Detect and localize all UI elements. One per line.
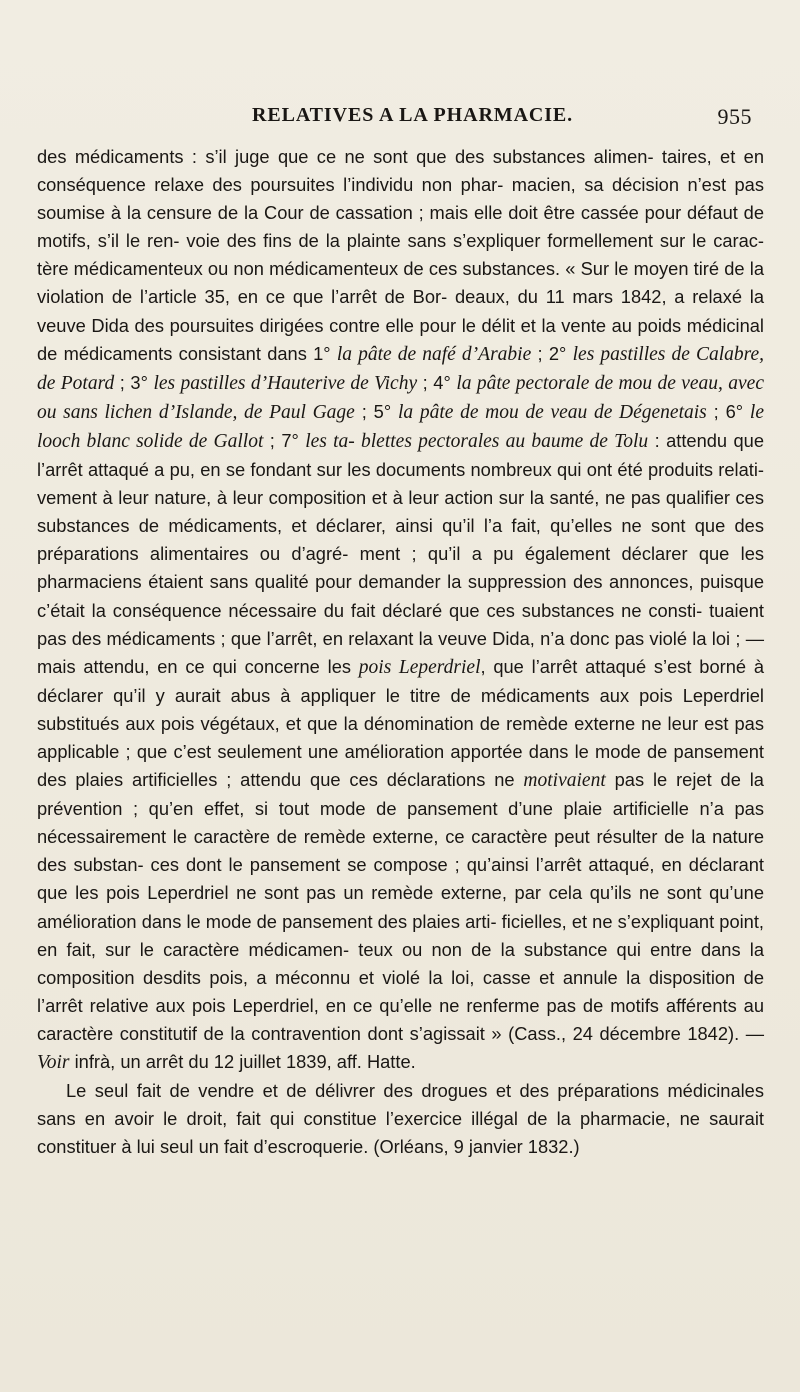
- text-run: pas le rejet de la prévention ; qu’en effet, si tout mode de pansement d’une plaie artificielle n’a pas nécessairement le caractère de remède externe, ce caractère peut résulter de la nature des substan- ces dont le pansement se compose ; qu’ainsi l’arrêt attaqué, en déclarant que les pois Leperdriel ne sont pas un remède externe, par cela qu’ils ne sont qu’une amélioration dans le mode de pansement des plaies arti- ficielles, et ne s’expliquant point, en fait, sur le caractère médicamen- teux ou non de la substance qui entre dans la composition desdits pois, a méconnu et violé la loi, casse et annule la disposition de l’arrêt relative aux pois Leperdriel, en ce qu’elle ne renferme pas de motifs afférents au caractère constitutif de la contravention dont s’agissait » (Cass., 24 décembre 1842). —: [37, 769, 764, 1044]
- page-number: 955: [717, 104, 752, 129]
- running-title: RELATIVES A LA PHARMACIE.: [252, 104, 574, 126]
- paragraph-1: [37, 143, 764, 1077]
- italic-run: Voir: [37, 1052, 70, 1073]
- italic-run: motivaient: [523, 770, 606, 792]
- text-run: des médicaments : s’il juge que ce ne sont que des substances alimen- taires, et en conséquence relaxe des poursuites l’individu non phar- macien, sa décision n’est pas soumise à la censure de la Cour de cassation ; mais elle doit être cassée pour défaut de motifs, s’il le ren- voie des fins de la plainte sans s’expliquer formellement sur le carac- tère médicamenteux ou non médicamenteux de ces substances. « Sur le moyen tiré de la violation de l’article 35, en ce que l’arrêt de Bor- deaux, du 11 mars 1842, a relaxé la veuve Dida des poursuites dirigées contre elle pour le délit et la vente au poids médicinal de médicaments consistant dans 1°: [37, 146, 764, 364]
- italic-run: les pastilles de Calabre, de Potard: [37, 343, 765, 394]
- italic-run: la pâte de nafé d’Arabie: [336, 343, 532, 365]
- text-run: ; 3°: [114, 371, 154, 393]
- text-run: ; 2°: [531, 342, 573, 364]
- body-text: [37, 143, 764, 1161]
- italic-run: les pastilles d’Hauterive de Vichy: [153, 372, 418, 394]
- text-run: ; 5°: [354, 400, 398, 422]
- italic-run: la pâte pectorale de mou de veau, avec ou sans lichen d’Islande, de Paul Gage: [37, 372, 764, 423]
- text-run: ; 6°: [706, 400, 750, 422]
- text-run: ; 4°: [417, 371, 457, 393]
- italic-run: le looch blanc solide de Gallot: [37, 401, 764, 452]
- italic-run: la pâte de mou de veau de Dégenetais: [398, 401, 707, 423]
- page-header: [0, 104, 800, 134]
- text-run: : attendu que l’arrêt attaqué a pu, en se fondant sur les documents nombreux qui ont été produits relati- vement à leur nature, à leur composition et à leur action sur la santé, ne pas qualifier ces substances de médicaments, et déclarer, ainsi qu’il l’a fait, qu’elles ne sont que des préparations alimentaires ou d’agré- ment ; qu’il a pu également déclarer que les pharmaciens étaient sans qualité pour demander la suppression des annonces, puisque c’était la conséquence nécessaire du fait déclaré que ces substances ne consti- tuaient pas des médicaments ; que l’arrêt, en relaxant la veuve Dida, n’a donc pas violé la loi ; — mais attendu, en ce qui concerne les: [37, 429, 765, 677]
- italic-run: les ta- blettes pectorales au baume de Tolu: [305, 430, 649, 452]
- text-run: , que l’arrêt attaqué s’est borné à déclarer qu’il y aurait abus à appliquer le titre de médicaments aux pois Leperdriel substitués aux pois végétaux, et que la dénomination de remède externe ne leur est pas applicable ; que c’est seulement une amélioration apportée dans le mode de pansement des plaies artificielles ; attendu que ces déclarations ne: [37, 655, 764, 791]
- paragraph-2: Le seul fait de vendre et de délivrer des drogues et des préparations médicinales sans en avoir le droit, fait qui constitue l’exercice illégal de la pharmacie, ne saurait constituer à lui seul un fait d’escroquerie. (Orléans, 9 janvier 1832.): [37, 1080, 764, 1158]
- text-run: ; 7°: [263, 429, 306, 451]
- text-run: infrà, un arrêt du 12 juillet 1839, aff. Hatte.: [69, 1051, 416, 1072]
- italic-run: pois Leperdriel: [358, 656, 481, 678]
